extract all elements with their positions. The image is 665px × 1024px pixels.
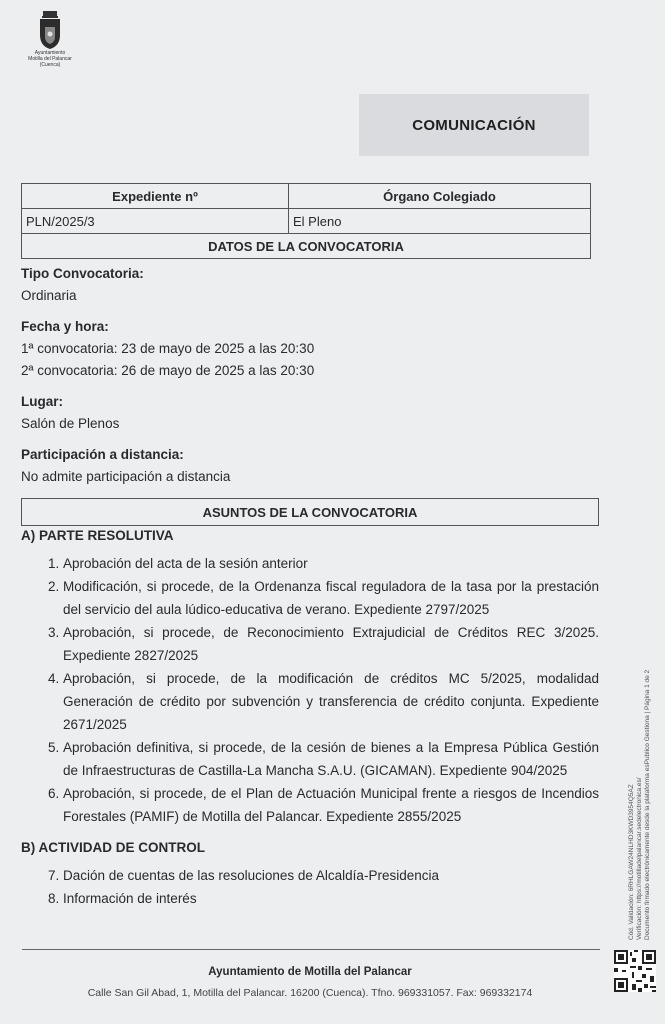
verification-url: Verificación: https://motilladelpalancar.sedelectronica.es/ [636, 777, 643, 940]
list-item: 3. Aprobación, si procede, de Reconocimiento Extrajudicial de Créditos REC 3/2025. Expediente 2827/2025 [63, 621, 599, 667]
expediente-header: Expediente nº [22, 184, 289, 209]
document-body [21, 263, 599, 910]
list-item: 1. Aprobación del acta de la sesión anterior [63, 552, 599, 575]
footer-divider [22, 949, 600, 950]
logo-caption-1: Ayuntamiento [34, 50, 66, 56]
expediente-value: PLN/2025/3 [22, 209, 289, 234]
document-type-title: COMUNICACIÓN [359, 94, 589, 156]
coat-of-arms-icon [37, 10, 63, 50]
list-item: 5. Aprobación definitiva, si procede, de la cesión de bienes a la Empresa Pública Gestión de Infraestructuras de Castilla-La Mancha S.A.U. (GICAMAN). Expediente 904/2025 [63, 736, 599, 782]
list-item: 4. Aprobación, si procede, de la modificación de créditos MC 5/2025, modalidad Generación de crédito por subvención y transferencia de crédito conjunta. Expediente 2671/2025 [63, 667, 599, 736]
list-item: 8. Información de interés [63, 887, 599, 910]
signature-note: Documento firmado electrónicamente desde la plataforma esPublico Gestiona | Página 1 de 2 [644, 669, 651, 940]
lugar-label: Lugar: [21, 394, 63, 409]
organo-value: El Pleno [289, 209, 591, 234]
logo-caption-3: (Cuenca) [39, 62, 61, 68]
footer-address: Calle San Gil Abad, 1, Motilla del Palancar. 16200 (Cuenca). Tfno. 969331057. Fax: 969332174 [87, 987, 533, 999]
section-b-title: B) ACTIVIDAD DE CONTROL [21, 840, 205, 855]
asuntos-header: ASUNTOS DE LA CONVOCATORIA [21, 498, 599, 526]
section-b-list [21, 864, 599, 910]
section-a-title: A) PARTE RESOLUTIVA [21, 528, 174, 543]
tipo-value: Ordinaria [21, 288, 77, 303]
logo-caption-2: Motilla del Palancar [28, 56, 72, 62]
fecha-segunda: 2ª convocatoria: 26 de mayo de 2025 a las 20:30 [21, 363, 315, 378]
footer-organization: Ayuntamiento de Motilla del Palancar [208, 966, 412, 978]
lugar-value: Salón de Plenos [21, 416, 120, 431]
validation-code: Cód. Validación: 6RHLGAW24NLHD3KWD3954Q5AZ [628, 784, 635, 940]
qr-code-icon [614, 950, 656, 992]
organo-header: Órgano Colegiado [289, 184, 591, 209]
tipo-label: Tipo Convocatoria: [21, 266, 144, 281]
participacion-label: Participación a distancia: [21, 447, 184, 462]
participacion-value: No admite participación a distancia [21, 469, 231, 484]
fecha-primera: 1ª convocatoria: 23 de mayo de 2025 a las 20:30 [21, 341, 315, 356]
section-a-list [21, 552, 599, 828]
list-item: 6. Aprobación, si procede, de el Plan de Actuación Municipal frente a riesgos de Incendios Forestales (PAMIF) de Motilla del Palancar. Expediente 2855/2025 [63, 782, 599, 828]
expediente-table [21, 183, 591, 259]
list-item: 2. Modificación, si procede, de la Ordenanza fiscal reguladora de la tasa por la prestación del servicio del aula lúdico-educativa de verano. Expediente 2797/2025 [63, 575, 599, 621]
municipal-logo [22, 10, 78, 68]
datos-convocatoria-header: DATOS DE LA CONVOCATORIA [22, 234, 591, 259]
list-item: 7. Dación de cuentas de las resoluciones de Alcaldía-Presidencia [63, 864, 599, 887]
validation-side-note [628, 610, 652, 940]
fecha-label: Fecha y hora: [21, 319, 109, 334]
